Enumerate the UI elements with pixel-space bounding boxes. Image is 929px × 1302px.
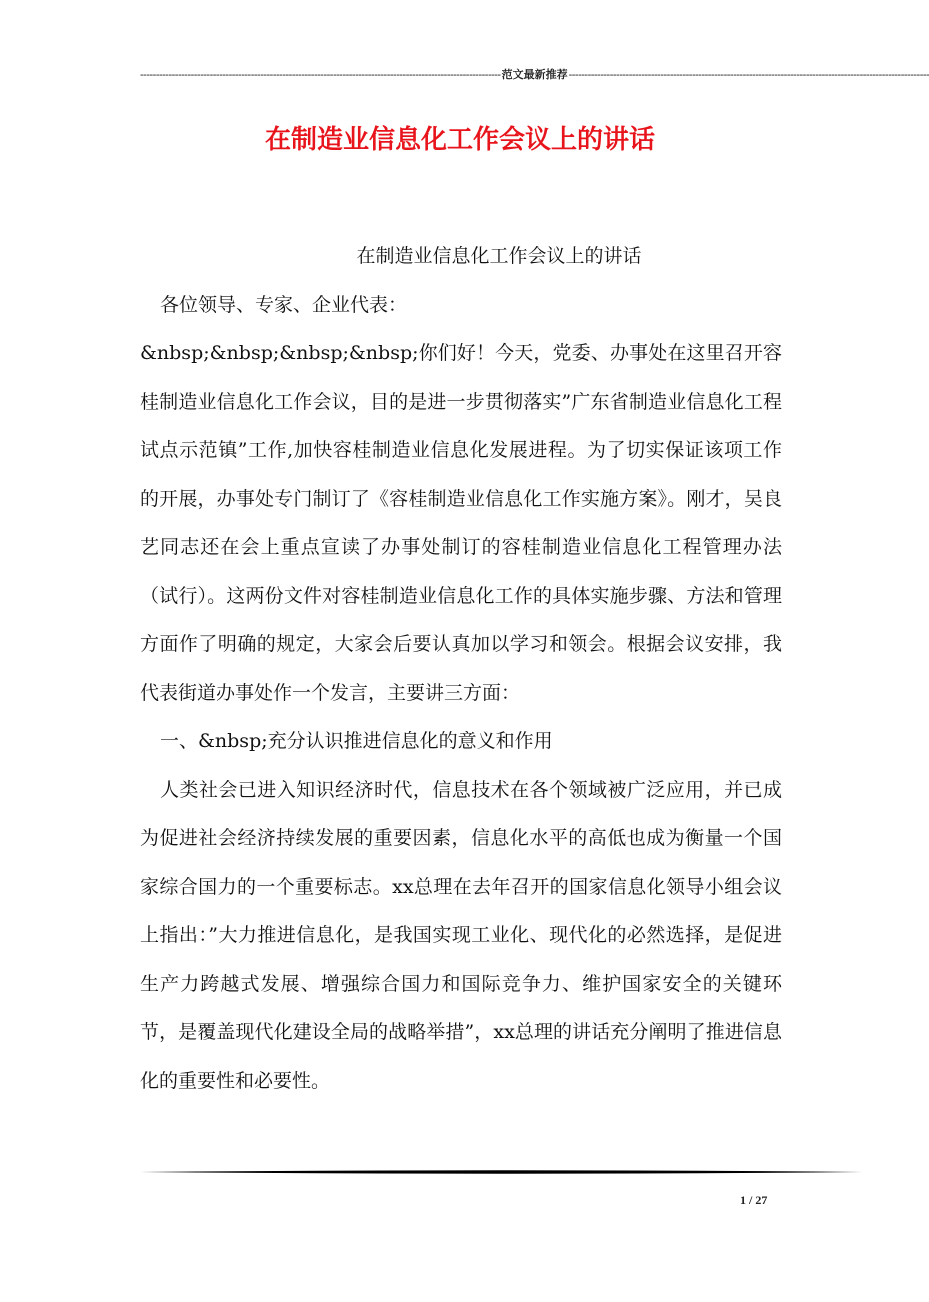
salutation: 各位领导、专家、企业代表：	[160, 293, 408, 316]
running-header	[140, 67, 929, 83]
header-right-dashes: ------------------------------------------------------------------------------------------------------------------	[568, 69, 929, 81]
paragraph-intro: &nbsp;&nbsp;&nbsp;&nbsp;你们好！今天，党委、办事处在这里召开容桂制造业信息化工作会议，目的是进一步贯彻落实”广东省制造业信息化工程试点示范镇”工作,加快容桂制造业信息化发展进程。为了切实保证该项工作的开展，办事处专门制订了《容桂制造业信息化工作实施方案》。刚才，吴良艺同志还在会上重点宣读了办事处制订的容桂制造业信息化工程管理办法（试行）。这两份文件对容桂制造业信息化工作的具体实施步骤、方法和管理方面作了明确的规定，大家会后要认真加以学习和领会。根据会议安排，我代表街道办事处作一个发言，主要讲三方面：	[140, 342, 782, 704]
page-number: 1 / 27	[740, 1193, 768, 1207]
header-left-dashes: ------------------------------------------------------------------------------------------------------------------	[140, 69, 501, 81]
header-text: 范文最新推荐	[501, 69, 568, 81]
document-body	[140, 232, 782, 1105]
section-heading-1: 一、&nbsp;充分认识推进信息化的意义和作用	[160, 730, 553, 752]
paragraph-section-1: 人类社会已进入知识经济时代，信息技术在各个领域被广泛应用，并已成为促进社会经济持续发展的重要因素，信息化水平的高低也成为衡量一个国家综合国力的一个重要标志。xx总理在去年召开的国家信息化领导小组会议上指出：”大力推进信息化，是我国实现工业化、现代化的必然选择，是促进生产力跨越式发展、增强综合国力和国际竞争力、维护国家安全的关键环节，是覆盖现代化建设全局的战略举措”，xx总理的讲话充分阐明了推进信息化的重要性和必要性。	[140, 778, 782, 1092]
document-title: 在制造业信息化工作会议上的讲话	[264, 125, 655, 155]
speech-subtitle: 在制造业信息化工作会议上的讲话	[356, 245, 642, 267]
footer-divider	[140, 1170, 862, 1174]
